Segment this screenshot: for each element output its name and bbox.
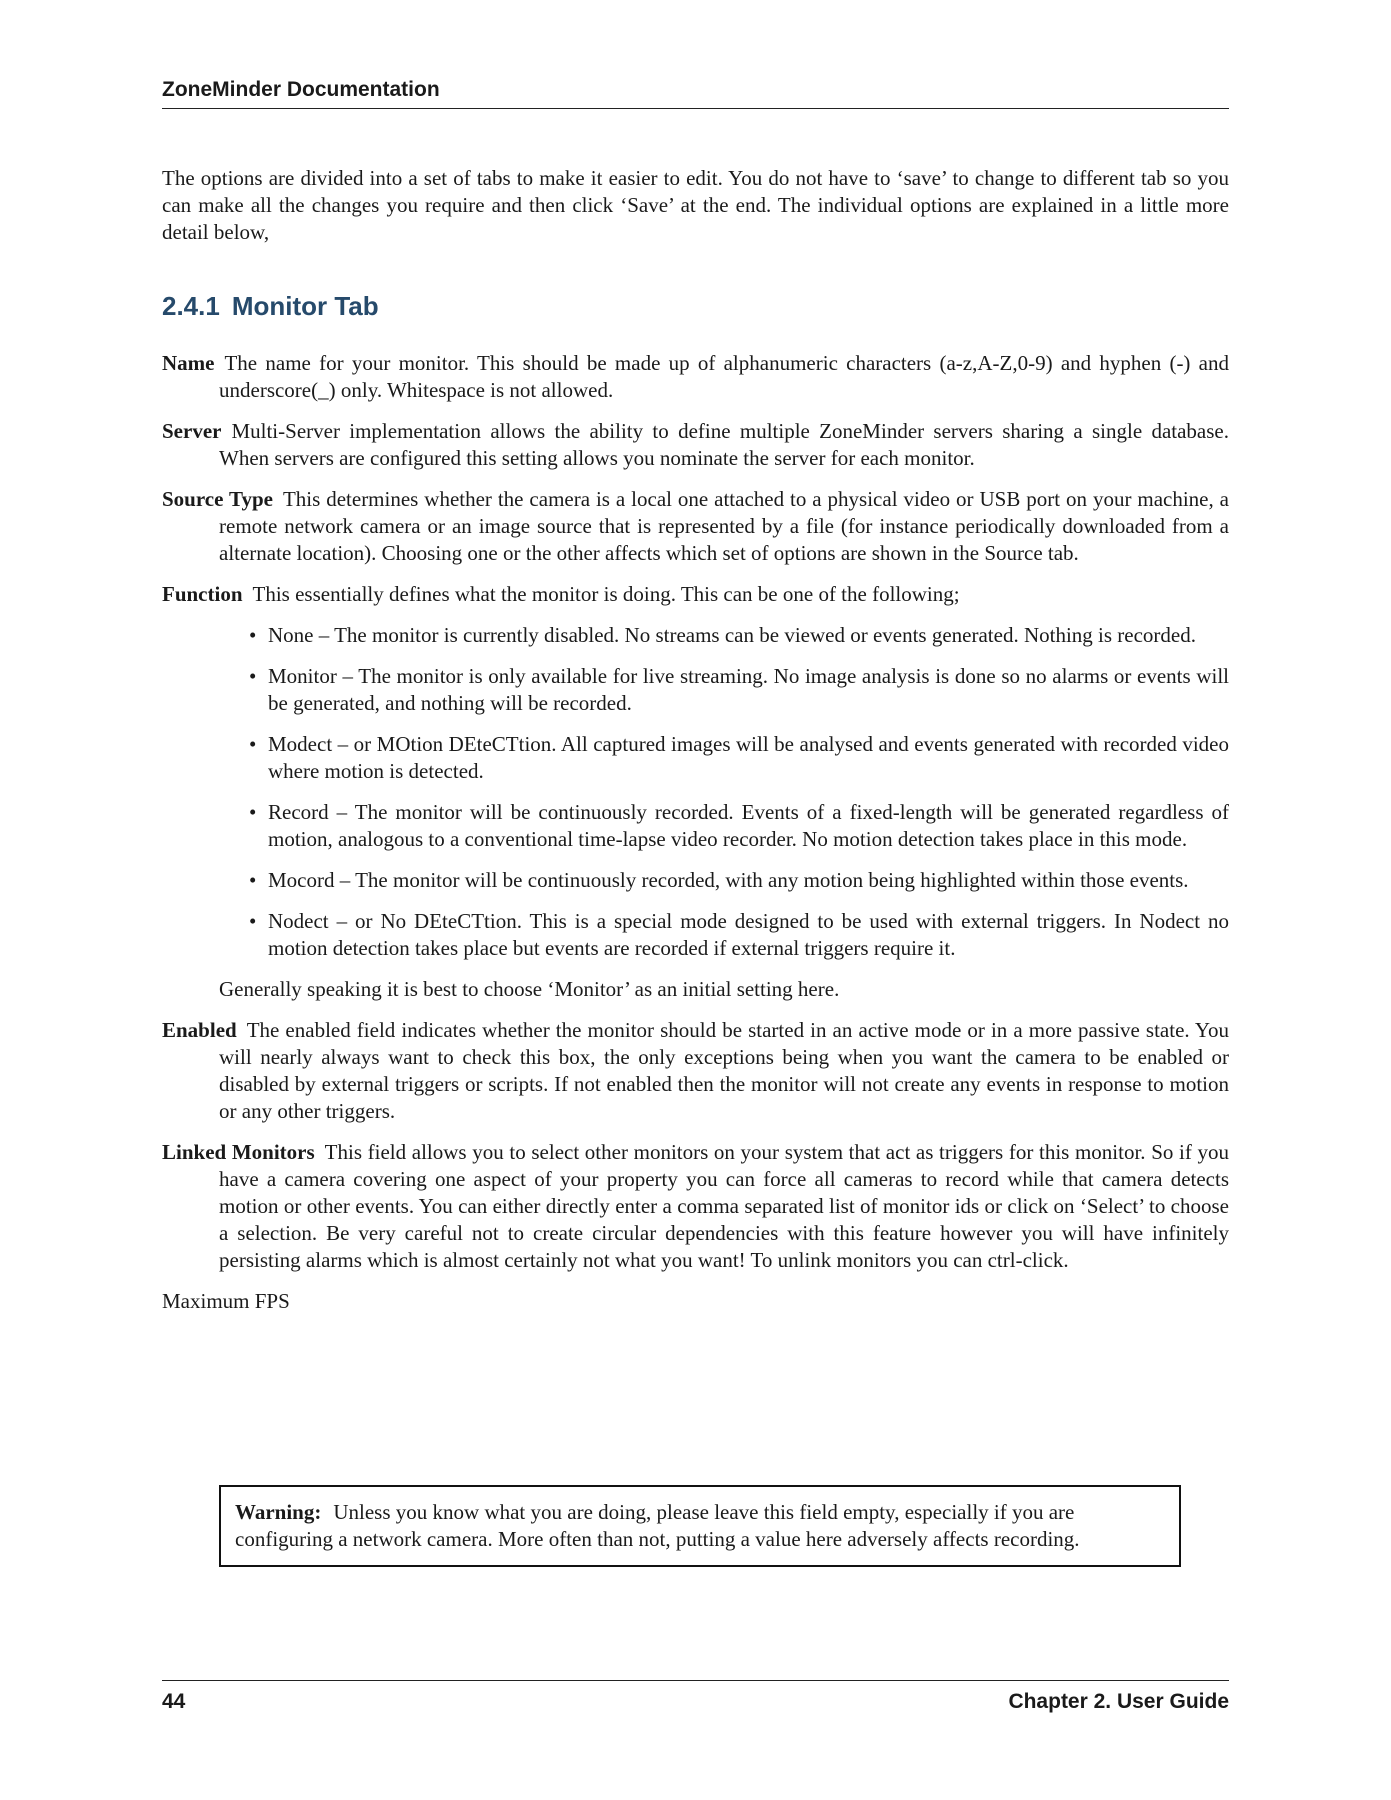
- bullet-icon: •: [249, 664, 257, 688]
- intro-paragraph: The options are divided into a set of tabs to make it easier to edit. You do not have to ‘save’ to change to different tab so you can make all the changes you require and then click ‘Save’ at the end. The individual options are explained in a little more detail below,: [162, 166, 1229, 244]
- term-function: Function: [162, 582, 243, 606]
- document-page: [162, 0, 1229, 1800]
- definition-source-type: [162, 486, 1229, 567]
- warning-label: Warning:: [235, 1500, 322, 1524]
- list-item: [162, 799, 1229, 853]
- bullet-icon: •: [249, 800, 257, 824]
- definition-text: The name for your monitor. This should be made up of alphanumeric characters (a-z,A-Z,0-9) and hyphen (-) and underscore(_) only. Whitespace is not allowed.: [219, 351, 1229, 402]
- list-item-text: Mocord – The monitor will be continuously recorded, with any motion being highlighted within those events.: [268, 868, 1189, 892]
- list-item: [162, 731, 1229, 785]
- definition-linked-monitors: [162, 1139, 1229, 1274]
- header-title: ZoneMinder Documentation: [162, 78, 440, 101]
- maximum-fps-label: Maximum FPS: [162, 1289, 290, 1313]
- chapter-title: Chapter 2. User Guide: [1008, 1690, 1229, 1713]
- warning-admonition: [219, 1485, 1181, 1567]
- list-item: [162, 908, 1229, 962]
- list-item-text: None – The monitor is currently disabled. No streams can be viewed or events generated. Nothing is recorded.: [268, 623, 1196, 647]
- list-item: [162, 622, 1229, 649]
- definition-text: The enabled field indicates whether the monitor should be started in an active mode or in a more passive state. You will nearly always want to check this box, the only exceptions being when you want the camera to be enabled or disabled by external triggers or scripts. If not enabled then the monitor will not create any events in response to motion or any other triggers.: [219, 1018, 1229, 1123]
- definition-enabled: [162, 1017, 1229, 1125]
- definition-server: [162, 418, 1229, 472]
- option-definitions: [162, 350, 1229, 1315]
- section-number: 2.4.1: [162, 291, 220, 321]
- list-item: [162, 867, 1229, 894]
- term-server: Server: [162, 419, 222, 443]
- term-source-type: Source Type: [162, 487, 273, 511]
- definition-function: [162, 581, 1229, 608]
- function-options-list: [162, 622, 1229, 962]
- term-enabled: Enabled: [162, 1018, 237, 1042]
- list-item-text: Modect – or MOtion DEteCTtion. All captured images will be analysed and events generated with recorded video where motion is detected.: [268, 732, 1229, 783]
- list-item-text: Nodect – or No DEteCTtion. This is a special mode designed to be used with external triggers. In Nodect no motion detection takes place but events are recorded if external triggers require it.: [268, 909, 1229, 960]
- definition-text: Multi-Server implementation allows the ability to define multiple ZoneMinder servers sharing a single database. When servers are configured this setting allows you nominate the server for each monitor.: [219, 419, 1229, 470]
- definition-name: [162, 350, 1229, 404]
- list-item-text: Monitor – The monitor is only available for live streaming. No image analysis is done so no alarms or events will be generated, and nothing will be recorded.: [268, 664, 1229, 715]
- term-linked-monitors: Linked Monitors: [162, 1140, 315, 1164]
- warning-text: Unless you know what you are doing, please leave this field empty, especially if you are configuring a network camera. More often than not, putting a value here adversely affects recording.: [235, 1500, 1080, 1551]
- function-note: Generally speaking it is best to choose ‘Monitor’ as an initial setting here.: [219, 977, 840, 1001]
- term-name: Name: [162, 351, 215, 375]
- definition-text: This field allows you to select other monitors on your system that act as triggers for this monitor. So if you have a camera covering one aspect of your property you can force all cameras to record while that camera detects motion or other events. You can either directly enter a comma separated list of monitor ids or click on ‘Select’ to choose a selection. Be very careful not to create circular dependencies with this feature however you will have infinitely persisting alarms which is almost certainly not what you want! To unlink monitors you can ctrl-click.: [219, 1140, 1229, 1272]
- bullet-icon: •: [249, 868, 257, 892]
- page-number: 44: [162, 1690, 186, 1713]
- bullet-icon: •: [249, 623, 257, 647]
- section-title: Monitor Tab: [231, 291, 379, 321]
- running-header: [162, 76, 1229, 109]
- running-footer: [162, 1680, 1229, 1715]
- bullet-icon: •: [249, 909, 257, 933]
- list-item-text: Record – The monitor will be continuously recorded. Events of a fixed-length will be generated regardless of motion, analogous to a conventional time-lapse video recorder. No motion detection takes place in this mode.: [268, 800, 1229, 851]
- definition-text: This essentially defines what the monitor is doing. This can be one of the following;: [252, 582, 960, 606]
- section-heading: [162, 289, 379, 323]
- list-item: [162, 663, 1229, 717]
- bullet-icon: •: [249, 732, 257, 756]
- definition-text: This determines whether the camera is a local one attached to a physical video or USB port on your machine, a remote network camera or an image source that is represented by a file (for instance periodically downloaded from a alternate location). Choosing one or the other affects which set of options are shown in the Source tab.: [219, 487, 1229, 565]
